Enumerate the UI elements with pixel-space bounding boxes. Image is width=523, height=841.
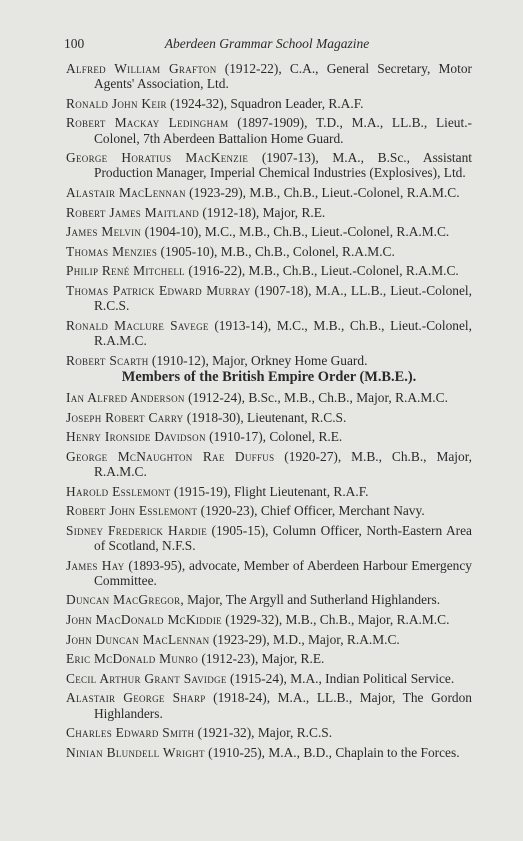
list-item (66, 115, 472, 145)
list-item (66, 523, 472, 553)
person-name: Ian Alfred Anderson (66, 390, 185, 405)
person-detail: (1905-15), Column Officer, North-Eastern Area of Scotland, N.F.S. (94, 522, 472, 553)
person-detail: (1907-18), M.A., LL.B., Lieut.-Colonel, R.C.S. (94, 282, 473, 314)
list-item (66, 745, 472, 760)
magazine-title: Aberdeen Grammar School Magazine (164, 36, 370, 51)
person-detail: (1923-29), M.D., Major, R.A.M.C. (209, 631, 400, 647)
list-item (66, 592, 472, 607)
person-detail: (1912-22), C.A., General Secretary, Motor Agents' Association, Ltd. (94, 61, 472, 92)
list-item (66, 429, 472, 444)
list-item (66, 651, 472, 666)
person-name: Charles Edward Smith (66, 725, 195, 741)
person-name: Alfred William Grafton (66, 61, 217, 76)
person-detail: (1913-14), M.C., M.B., Ch.B., Lieut.-Colonel, R.A.M.C. (94, 317, 472, 348)
person-detail: (1915-19), Flight Lieutenant, R.A.F. (170, 483, 369, 499)
person-detail: (1905-10), M.B., Ch.B., Colonel, R.A.M.C. (157, 243, 395, 259)
person-name: Robert John Esslemont (66, 503, 198, 519)
person-detail: (1893-95), advocate, Member of Aberdeen Harbour Emergency Committee. (94, 557, 472, 588)
list-item (66, 632, 472, 647)
person-name: James Hay (66, 557, 125, 573)
person-name: James Melvin (66, 224, 142, 240)
page-number: 100 (64, 36, 85, 51)
person-name: Harold Esslemont (66, 483, 171, 499)
list-item (66, 283, 472, 313)
person-name: Ninian Blundell Wright (66, 744, 205, 760)
mbe-list (66, 390, 472, 764)
person-name: Robert Scarth (66, 352, 149, 368)
person-detail: , Major, The Argyll and Sutherland Highlanders. (180, 592, 441, 608)
list-item (66, 318, 472, 348)
person-name: Robert Mackay Ledingham (66, 115, 229, 131)
person-name: Ronald John Keir (66, 95, 167, 111)
person-name: John MacDonald McKiddie (66, 611, 222, 627)
person-name: Alastair George Sharp (66, 690, 206, 706)
person-name: Eric McDonald Munro (66, 651, 199, 667)
person-detail: (1907-13), M.A., B.Sc., Assistant Production Manager, Imperial Chemical Industries (Explosives), Ltd. (94, 150, 473, 181)
person-detail: (1918-30), Lieutenant, R.C.S. (183, 409, 347, 425)
person-detail: (1916-22), M.B., Ch.B., Lieut.-Colonel, R.A.M.C. (184, 263, 459, 279)
person-name: Duncan MacGregor (66, 592, 181, 608)
person-detail: (1912-24), B.Sc., M.B., Ch.B., Major, R.A.M.C. (184, 390, 448, 405)
list-item (66, 61, 472, 91)
person-name: Thomas Menzies (66, 243, 158, 259)
list-item (66, 390, 472, 405)
list-item (66, 263, 472, 278)
list-item (66, 449, 472, 479)
person-detail: (1924-32), Squadron Leader, R.A.F. (166, 95, 364, 111)
person-name: Henry Ironside Davidson (66, 429, 206, 445)
person-name: Joseph Robert Carry (66, 409, 184, 425)
list-item (66, 484, 472, 499)
list-item (66, 185, 472, 200)
person-detail: (1912-23), Major, R.E. (198, 651, 325, 667)
list-item (66, 353, 472, 368)
list-item (66, 612, 472, 627)
person-detail: (1920-23), Chief Officer, Merchant Navy. (197, 503, 425, 519)
person-detail: (1910-12), Major, Orkney Home Guard. (148, 352, 368, 368)
person-name: Alastair MacLennan (66, 184, 186, 200)
person-detail: (1920-27), M.B., Ch.B., Major, R.A.M.C. (94, 448, 472, 479)
person-name: Ronald Maclure Savege (66, 317, 209, 333)
list-item (66, 558, 472, 588)
list-item (66, 205, 472, 220)
person-name: George McNaughton Rae Duffus (66, 448, 275, 464)
list-item (66, 503, 472, 518)
list-item (66, 244, 472, 259)
list-item (66, 150, 472, 180)
person-detail: (1918-24), M.A., LL.B., Major, The Gordon Highlanders. (94, 690, 472, 721)
person-detail: (1912-18), Major, R.E. (199, 204, 326, 220)
list-item (66, 410, 472, 425)
person-detail: (1921-32), Major, R.C.S. (194, 725, 333, 741)
person-name: Philip René Mitchell (66, 263, 185, 279)
person-detail: (1929-32), M.B., Ch.B., Major, R.A.M.C. (221, 611, 450, 627)
honours-list-top (66, 61, 472, 372)
person-detail: (1897-1909), T.D., M.A., LL.B., Lieut.-Colonel, 7th Aberdeen Battalion Home Guard. (94, 115, 473, 146)
person-detail: (1904-10), M.C., M.B., Ch.B., Lieut.-Colonel, R.A.M.C. (141, 224, 450, 240)
person-name: John Duncan MacLennan (66, 631, 210, 647)
list-item (66, 96, 472, 111)
running-header (64, 36, 470, 52)
list-item (66, 725, 472, 740)
person-detail: (1923-29), M.B., Ch.B., Lieut.-Colonel, R.A.M.C. (185, 184, 460, 200)
list-item (66, 224, 472, 239)
list-item (66, 671, 472, 686)
person-detail: (1910-25), M.A., B.D., Chaplain to the Forces. (204, 744, 460, 760)
person-name: Thomas Patrick Edward Murray (66, 282, 251, 298)
person-name: Cecil Arthur Grant Savidge (66, 670, 227, 686)
person-name: Robert James Maitland (66, 204, 199, 220)
person-detail: (1910-17), Colonel, R.E. (205, 429, 343, 445)
person-name: George Horatius MacKenzie (66, 150, 249, 166)
person-detail: (1915-24), M.A., Indian Political Service. (226, 670, 455, 686)
list-item (66, 690, 472, 720)
section-heading: Members of the British Empire Order (M.B.E.). (121, 369, 417, 385)
person-name: Sidney Frederick Hardie (66, 522, 207, 538)
